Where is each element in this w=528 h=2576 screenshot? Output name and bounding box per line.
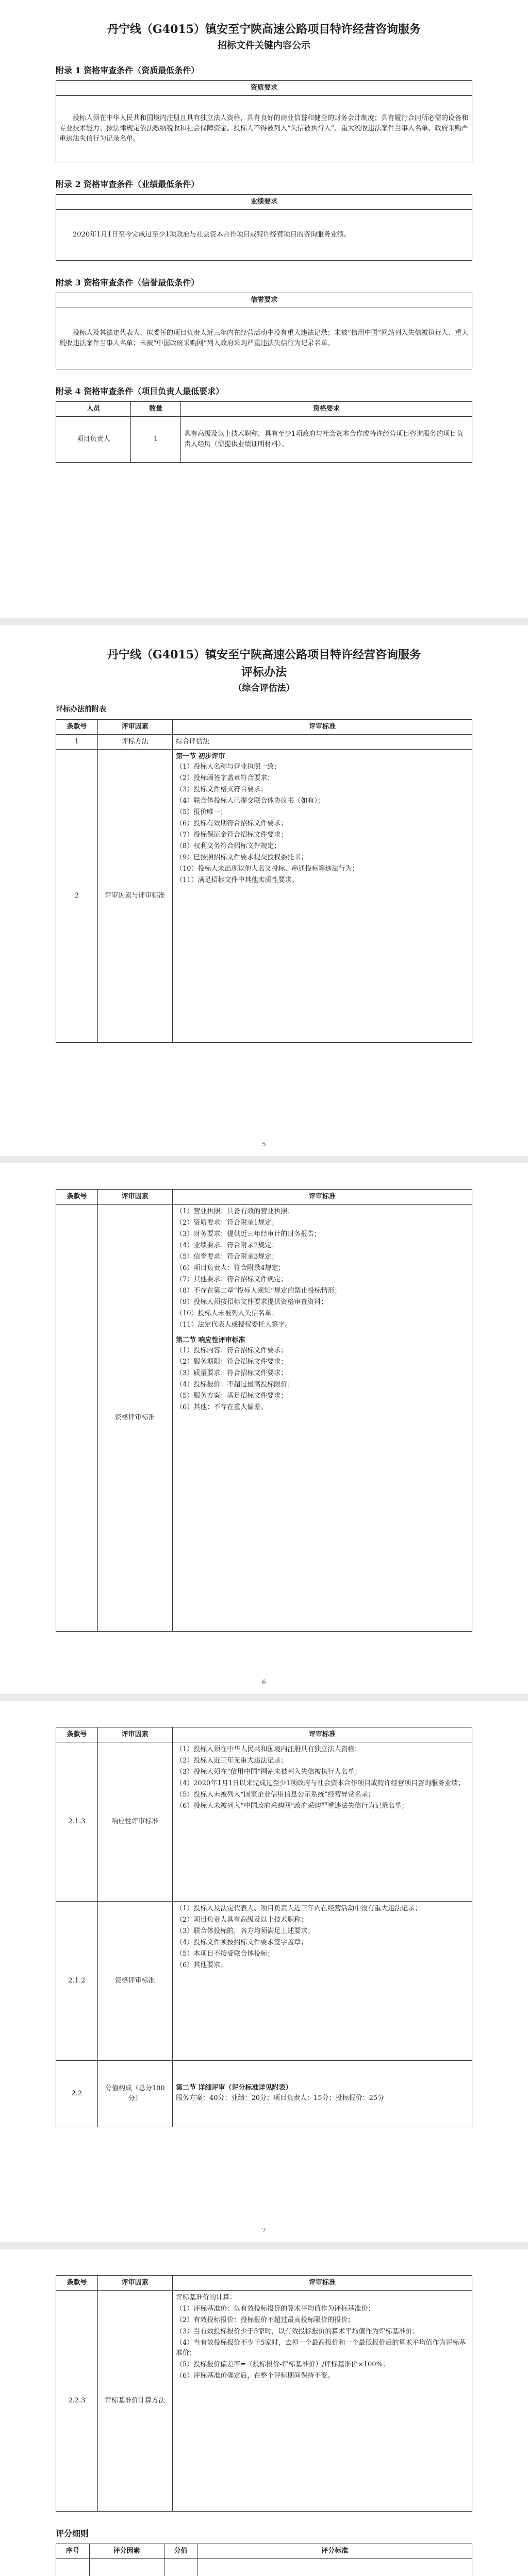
evaluation-table [56,1727,472,2127]
table-cell: 项目负责人 [56,417,131,463]
table-cell: 评标基准价计算方法 [97,2291,172,2512]
list-item: （2）资质要求：符合附录1规定； [175,1219,278,1227]
page-separator [0,2242,528,2249]
attachment-1-heading: 附录 1 资格审查条件（资质最低条件） [56,65,200,75]
list-item: （3）投标文件格式符合要求； [175,786,268,793]
list-item: （8）权利义务符合招标文件规定； [175,842,281,850]
list-item: （2）服务期限：符合招标文件要求； [175,1358,288,1366]
list-item: （1）投标内容：符合招标文件要求； [175,1347,288,1354]
table-header: 条款号 [56,2276,98,2291]
list-item: （5）投标人未被列入“国家企业信用信息公示系统”经营异常名录； [175,1791,375,1799]
table-cell [56,1205,98,1632]
table-header: 评审因素 [97,1727,172,1742]
table-cell [172,1902,472,2061]
list-item: （4）当有效投标报价不少于5家时，去掉一个最高报价和一个最低报价后的算术平均值作为评标基准价； [175,2339,466,2357]
list-item: （6）评标基准价确定后，在整个评标期间保持不变。 [175,2372,335,2380]
table-header: 人员 [56,402,131,417]
table-cell: 2 [56,750,98,1043]
table-cell: 具有高级及以上技术职称，具有至少1项政府与社会资本合作或特许经营项目咨询服务的项目负责人经历（需提供业绩证明材料）。 [181,417,472,463]
list-item: （10）投标人未出现以他人名义投标、串通投标等违法行为； [175,865,359,873]
table-cell: 1 [56,735,98,750]
page-5 [0,2249,528,2576]
list-item: （3）投标人须在“信用中国”网站未被列入失信被执行人名单； [175,1768,361,1776]
list-item: （6）其他要求。 [175,1961,227,1969]
page-number: 6 [262,1679,266,1686]
table-cell: 响应性评审标准 [97,1742,172,1902]
evaluation-table [56,2275,472,2512]
page-2 [0,625,528,1156]
table-header: 资质要求 [56,81,472,96]
page-4 [0,1701,528,2242]
list-item: （3）当有效投标报价少于5家时，以有效投标报价的算术平均值作为评标基准价； [175,2328,419,2335]
list-item: （2）有效投标报价：投标报价不超过最高投标限价的报价； [175,2316,355,2324]
table-cell: 资格评审标准 [97,1902,172,2061]
list-item: （3）联合体投标的，各方均须满足上述要求； [175,1927,315,1935]
page-subtitle: （综合评估法） [233,683,295,693]
table-cell [56,2559,90,2576]
list-item: （5）服务方案：满足招标文件要求； [175,1392,288,1400]
page-separator [0,618,528,625]
table-header: 信誉要求 [56,293,472,308]
table-cell: 投标人及其法定代表人、拟委任的项目负责人近三年内在经营活动中没有重大违法记录；未被“信用中国”网站列入失信被执行人、重大税收违法案件当事人名单；未被“中国政府采购网”列入政府采购严重违法失信行为记录名单。 [56,308,472,369]
attachment-3-table [56,293,472,369]
list-item: （6）项目负责人：符合附录4规定； [175,1264,285,1272]
page-number: 5 [262,1141,266,1148]
list-item: （1）评标基准价：以有效投标报价的算术平均值作为评标基准价； [175,2305,375,2313]
attachment-2-heading: 附录 2 资格审查条件（业绩最低条件） [56,179,200,189]
list-item: （1）投标人须在中华人民共和国境内注册具有独立法人资格； [175,1745,361,1753]
score-table-caption: 评分细则 [56,2529,89,2538]
score-table [56,2544,472,2576]
table-cell [172,750,472,1043]
table-header: 条款号 [56,1190,98,1205]
table-cell: 1 [131,417,181,463]
page-title-line-2: 评标办法 [241,666,287,679]
list-item: （4）投标报价：不超过最高投标限价； [175,1381,294,1388]
list-item: （5）本项目不接受联合体投标； [175,1950,274,1958]
list-item: （4）2020年1月1日以来完成过至少1项政府与社会资本合作项目或特许经营项目咨询服务业绩； [175,1780,465,1787]
table-cell [164,2559,197,2576]
page-title: 丹宁线（G4015）镇安至宁陕高速公路项目特许经营咨询服务 [107,23,421,36]
table-cell: 综合评估法 [172,735,472,750]
table-cell: 评审因素与评审标准 [97,750,172,1043]
table-header: 评审标准 [172,720,472,735]
list-item: （2）投标函签字盖章符合要求； [175,774,274,782]
table-cell [197,2559,472,2576]
table-cell: 评标方法 [97,735,172,750]
attachment-3-heading: 附录 3 资格审查条件（信誉最低条件） [56,278,200,287]
list-item: （6）投标人未被列入“中国政府采购网”政府采购严重违法失信行为记录名单； [175,1802,408,1810]
list-item: （2）项目负责人具有高级及以上技术职称； [175,1916,308,1924]
list-item: （10）投标人未被列入失信名单； [175,1310,278,1317]
list-item: （1）营业执照：具备有效的营业执照； [175,1208,294,1215]
table-header: 评审因素 [97,720,172,735]
table-header: 评审因素 [97,1190,172,1205]
table-cell: 分值构成（总分100分） [97,2061,172,2127]
evaluation-table [56,1189,472,1632]
table-cell: 资格评审标准 [97,1205,172,1632]
page-3 [0,1163,528,1694]
table-header: 评分因素 [89,2544,164,2559]
evaluation-table [56,719,472,1043]
table-cell [89,2559,164,2576]
page-title: 丹宁线（G4015）镇安至宁陕高速公路项目特许经营咨询服务 [107,648,421,662]
list-item: 评标基准价的计算： [175,2294,236,2301]
list-item: （4）投标文件须按招标文件要求签字盖章； [175,1939,308,1946]
list-item: （11）满足招标文件中其他实质性要求。 [175,876,299,884]
attachment-4-table [56,401,472,463]
list-item: （3）质量要求：符合招标文件要求； [175,1369,288,1377]
list-item: （6）其他：不存在重大偏差。 [175,1403,268,1411]
list-item: 服务方案：40分；业绩：20分；项目负责人：15分；投标报价：25分 [175,2094,385,2102]
table-header: 序号 [56,2544,90,2559]
list-item: （2）投标人近三年无重大违法记录； [175,1757,288,1765]
table-header: 评审标准 [172,1190,472,1205]
section-title: 第二节 响应性评审标准 [175,1336,245,1344]
page-number: 7 [262,2227,266,2234]
list-item: （4）联合体投标人已提交联合体协议书（如有）； [175,797,324,805]
table-header: 数量 [131,402,181,417]
table-header: 评审标准 [172,1727,472,1742]
table-cell: 2.1.2 [56,1902,98,2061]
attachment-2-table [56,194,472,261]
table-header: 条款号 [56,720,98,735]
list-item: （11）法定代表人或授权委托人签字。 [175,1321,292,1329]
table-caption: 评标办法前附表 [56,705,106,714]
table-header: 条款号 [56,1727,98,1742]
page-separator [0,1156,528,1163]
list-item: （3）财务要求：提供近三年经审计的财务报告； [175,1230,321,1238]
section-title: 第二节 详细评审（评分标准详见附表） [175,2084,292,2092]
table-cell: 2020年1月1日至今完成过至少1项政府与社会资本合作项目或特许经营项目的咨询服务业绩。 [56,210,472,261]
table-cell [172,2291,472,2512]
section-title: 第一节 初步评审 [175,753,225,760]
table-cell: 2.1.3 [56,1742,98,1902]
list-item: （8）不存在第二章“投标人须知”规定的禁止投标情形； [175,1287,341,1295]
attachment-4-heading: 附录 4 资格审查条件（项目负责人最低要求） [56,386,224,396]
list-item: （9）已按照招标文件要求提交授权委托书； [175,854,308,861]
list-item: （6）投标有效期符合招标文件要求； [175,820,288,827]
page-separator [0,1694,528,1701]
table-cell [172,1742,472,1902]
table-cell: 投标人须在中华人民共和国境内注册且具有独立法人资格，具有良好的商业信誉和健全的财务会计制度；具有履行合同所必需的设备和专业技术能力；按法律规定依法缴纳税收和社会保障资金。投标人不得被列入“失信被执行人”、重大税收违法案件当事人名单、政府采购严重违法失信行为记录名单。 [56,96,472,162]
table-header: 评审标准 [172,2276,472,2291]
list-item: （5）报价唯一； [175,808,227,816]
attachment-1-table [56,80,472,162]
table-cell: 2.2 [56,2061,98,2127]
table-header: 评审因素 [97,2276,172,2291]
page-subtitle: 招标文件关键内容公示 [218,40,310,51]
page-1 [0,0,528,618]
list-item: （1）投标人及法定代表人、项目负责人近三年内在经营活动中没有重大违法记录； [175,1905,422,1912]
list-item: （7）其他要求：符合招标文件规定； [175,1276,288,1283]
list-item: （5）投标报价偏差率=（投标报价-评标基准价）/评标基准价×100%； [175,2361,389,2368]
list-item: （4）业绩要求：符合附录2规定； [175,1242,278,1249]
table-header: 分值 [164,2544,197,2559]
table-header: 业绩要求 [56,195,472,210]
list-item: （9）投标人须按招标文件要求提供资格审查资料； [175,1298,328,1306]
list-item: （5）信誉要求：符合附录3规定； [175,1253,278,1261]
table-header: 资格要求 [181,402,472,417]
list-item: （7）投标保证金符合招标文件要求； [175,831,288,839]
table-cell [172,1205,472,1632]
table-header: 评分标准 [197,2544,472,2559]
table-cell [172,2061,472,2127]
table-cell: 2.2.3 [56,2291,98,2512]
list-item: （1）投标人名称与营业执照一致； [175,763,281,771]
